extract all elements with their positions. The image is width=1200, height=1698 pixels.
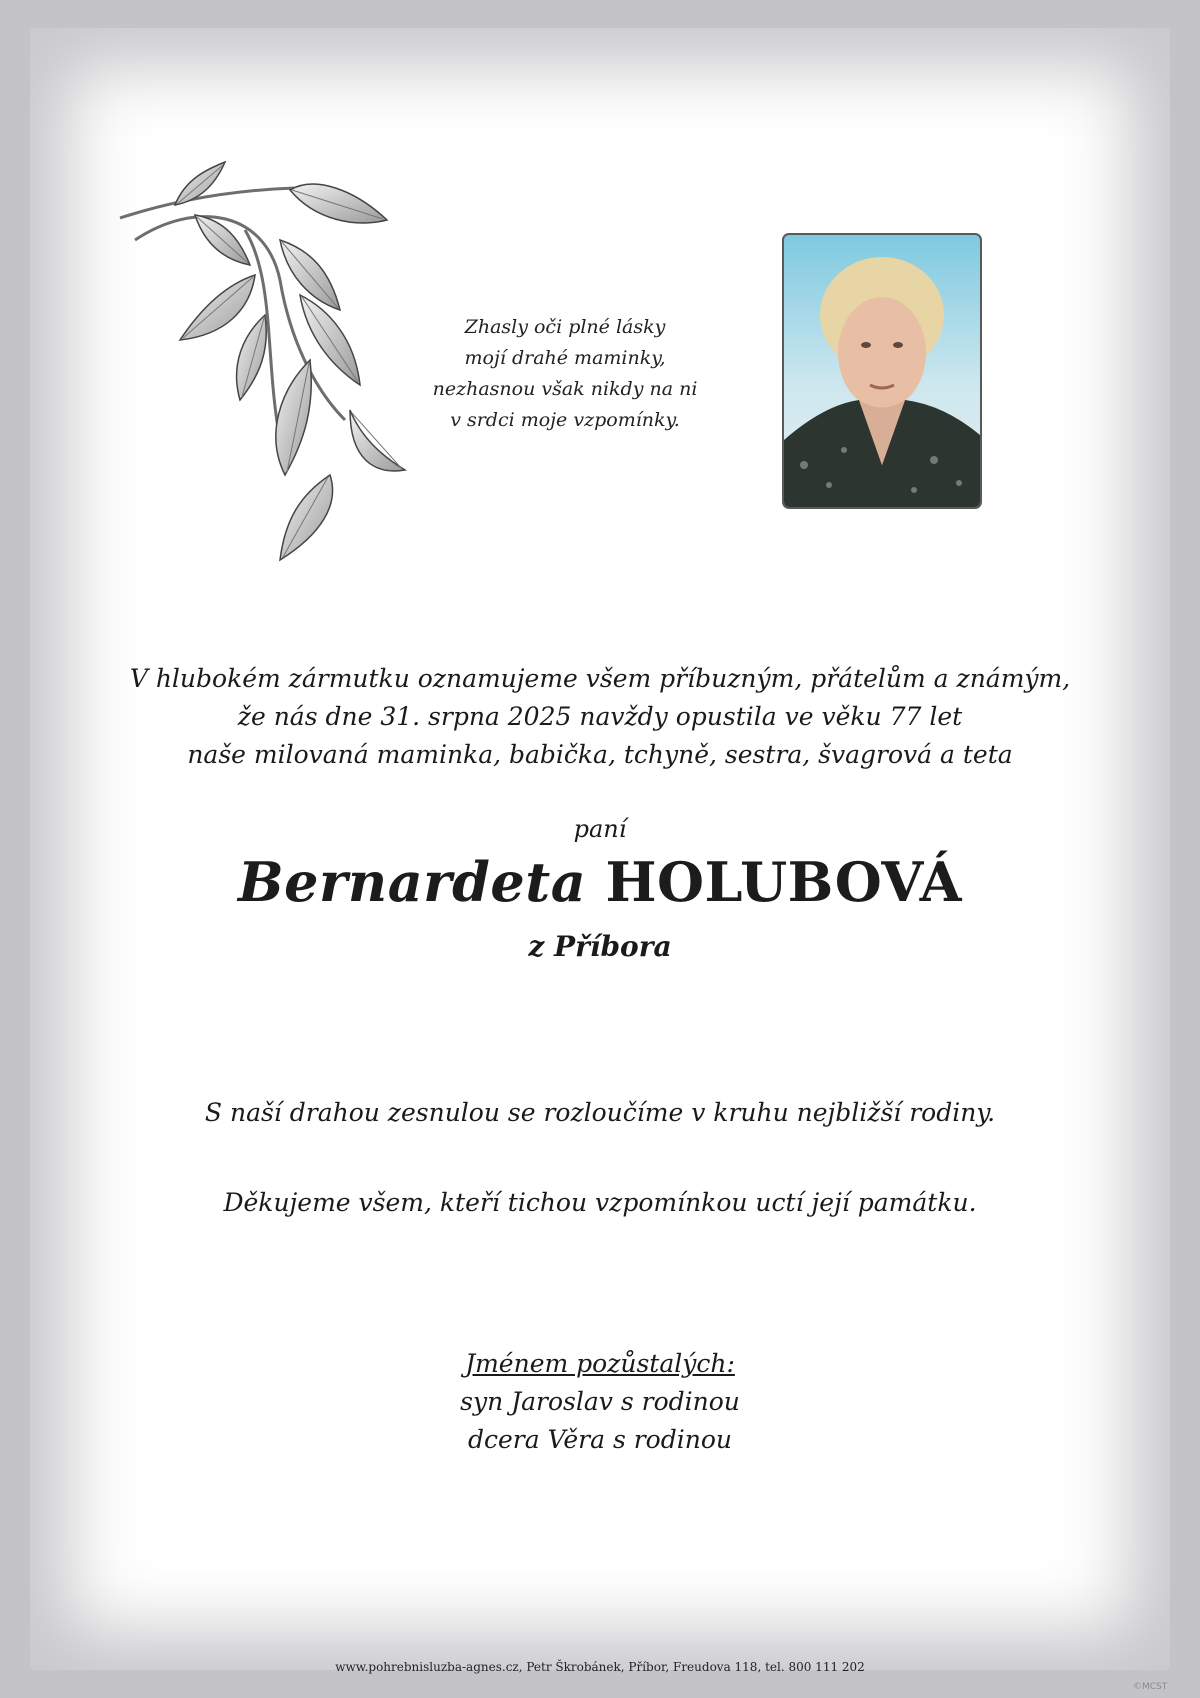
announcement-line: V hlubokém zármutku oznamujeme všem příbuzným, přátelům a známým, — [129, 664, 1071, 693]
deceased-name — [0, 850, 1200, 914]
place-of-origin: z Příbora — [528, 930, 672, 963]
verse-line: nezhasnou však nikdy na ni — [432, 378, 698, 400]
thanks-text: Děkujeme všem, kteří tichou vzpomínkou uctí její památku. — [223, 1188, 977, 1217]
footer-contact: www.pohrebnisluzba-agnes.cz, Petr Škrobánek, Příbor, Freudova 118, tel. 800 111 202 — [335, 1660, 865, 1674]
signature-block — [0, 1345, 1200, 1459]
leaf-branch-icon — [115, 160, 445, 610]
signature-line: dcera Věra s rodinou — [468, 1425, 732, 1454]
announcement-line: naše milovaná maminka, babička, tchyně, sestra, švagrová a teta — [187, 740, 1013, 769]
announcement-line: že nás dne 31. srpna 2025 navždy opustila ve věku 77 let — [237, 702, 963, 731]
farewell-text: S naší drahou zesnulou se rozloučíme v kruhu nejbližší rodiny. — [204, 1098, 996, 1127]
announcement — [100, 660, 1100, 774]
salutation: paní — [573, 815, 627, 843]
portrait-photo — [782, 233, 982, 509]
verse-line: Zhasly oči plné lásky — [464, 316, 666, 338]
surname: HOLUBOVÁ — [605, 850, 963, 914]
corner-mark: ©MCST — [1133, 1682, 1168, 1692]
verse-line: v srdci moje vzpomínky. — [450, 409, 680, 431]
verse-line: mojí drahé maminky, — [464, 347, 666, 369]
first-name: Bernardeta — [237, 850, 587, 914]
memorial-verse — [400, 312, 730, 436]
signature-heading: Jménem pozůstalých: — [465, 1349, 735, 1378]
signature-line: syn Jaroslav s rodinou — [460, 1387, 740, 1416]
